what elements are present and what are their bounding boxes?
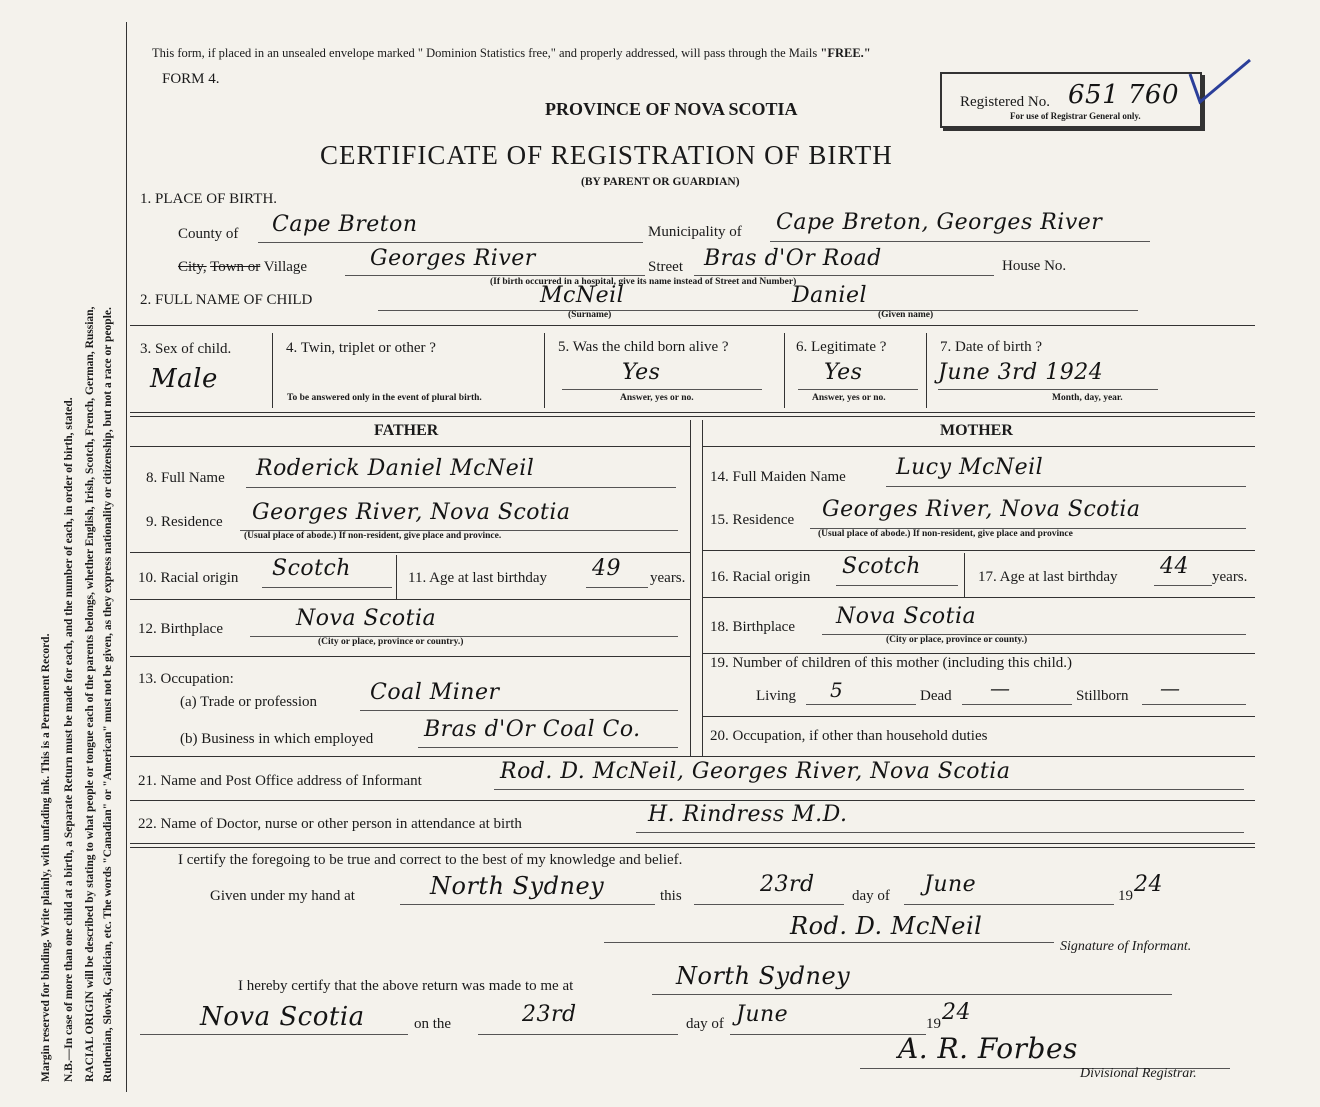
binding-margin bbox=[0, 0, 128, 1107]
return-made-label: I hereby certify that the above return was made to me at bbox=[238, 978, 574, 994]
return-province-value: Nova Scotia bbox=[200, 1002, 365, 1032]
born-alive-label: 5. Was the child born alive ? bbox=[558, 339, 729, 355]
mother-birthplace-label: 18. Birthplace bbox=[710, 619, 795, 635]
given-under-hand-label: Given under my hand at bbox=[210, 888, 355, 904]
check-mark-icon bbox=[1186, 56, 1256, 108]
father-name-label: 8. Full Name bbox=[146, 470, 225, 486]
street-label: Street bbox=[648, 259, 683, 275]
hospital-note: (If birth occurred in a hospital, give its name instead of Street and Number) bbox=[490, 277, 797, 287]
dead-label: Dead bbox=[920, 688, 952, 704]
date-of-birth-value: June 3rd 1924 bbox=[938, 360, 1104, 385]
municipality-value: Cape Breton, Georges River bbox=[776, 210, 1103, 235]
sex-value: Male bbox=[150, 364, 218, 394]
father-residence-value: Georges River, Nova Scotia bbox=[252, 500, 571, 525]
child-given-name: Daniel bbox=[792, 283, 868, 308]
county-value: Cape Breton bbox=[272, 212, 418, 237]
date-of-birth-label: 7. Date of birth ? bbox=[940, 339, 1043, 355]
mother-birthplace-value: Nova Scotia bbox=[836, 604, 977, 629]
return-year-value: 24 bbox=[942, 1000, 971, 1025]
living-value: 5 bbox=[830, 678, 844, 702]
father-birthplace-note: (City or place, province or country.) bbox=[318, 637, 464, 647]
registrar-signature: A. R. Forbes bbox=[898, 1032, 1078, 1065]
given-day-value: 23rd bbox=[760, 872, 815, 897]
return-day-of-label: day of bbox=[686, 1016, 724, 1032]
given-month-value: June bbox=[924, 872, 977, 897]
county-label: County of bbox=[178, 226, 239, 242]
registered-number-box bbox=[940, 72, 1202, 128]
dead-value: — bbox=[990, 676, 1011, 700]
twin-note: To be answered only in the event of plural birth. bbox=[287, 393, 482, 403]
mother-years-label: years. bbox=[1212, 569, 1248, 585]
mother-residence-value: Georges River, Nova Scotia bbox=[822, 497, 1141, 522]
registrar-note: For use of Registrar General only. bbox=[1010, 111, 1141, 121]
legitimate-label: 6. Legitimate ? bbox=[796, 339, 887, 355]
mother-residence-label: 15. Residence bbox=[710, 512, 795, 528]
return-place-value: North Sydney bbox=[676, 962, 851, 990]
mother-age-label: 17. Age at last birthday bbox=[978, 569, 1118, 585]
informant-label: 21. Name and Post Office address of Informant bbox=[138, 773, 422, 789]
city-town-village-label: City, Town or Village bbox=[178, 259, 308, 275]
father-business-value: Bras d'Or Coal Co. bbox=[424, 717, 641, 742]
margin-note-racial-origin: RACIAL ORIGIN will be described by stating to what people or tongue each of the parents belongs, whether English, Irish, Scotch, French, German, Russian, bbox=[84, 306, 96, 1082]
postal-note: This form, if placed in an unsealed envelope marked " Dominion Statistics free," and properly addressed, will pass through the Mails "FREE." bbox=[152, 46, 871, 60]
informant-value: Rod. D. McNeil, Georges River, Nova Scotia bbox=[500, 759, 1011, 784]
father-residence-note: (Usual place of abode.) If non-resident, give place and province. bbox=[244, 531, 502, 541]
certify-statement: I certify the foregoing to be true and correct to the best of my knowledge and belief. bbox=[178, 852, 683, 868]
father-trade-label: (a) Trade or profession bbox=[180, 694, 318, 710]
return-month-value: June bbox=[736, 1002, 789, 1027]
child-surname: McNeil bbox=[540, 283, 625, 308]
house-number-label: House No. bbox=[1002, 258, 1067, 274]
given-name-label: (Given name) bbox=[878, 310, 934, 320]
mother-children-label: 19. Number of children of this mother (including this child.) bbox=[710, 655, 1073, 671]
legitimate-note: Answer, yes or no. bbox=[812, 393, 886, 403]
father-birthplace-value: Nova Scotia bbox=[296, 606, 437, 631]
municipality-label: Municipality of bbox=[648, 224, 742, 240]
father-business-label: (b) Business in which employed bbox=[180, 731, 374, 747]
form-number: FORM 4. bbox=[162, 71, 220, 87]
stillborn-value: — bbox=[1160, 676, 1181, 700]
given-place-value: North Sydney bbox=[430, 872, 605, 900]
mother-birthplace-note: (City or place, province or county.) bbox=[886, 635, 1028, 645]
father-years-label: years. bbox=[650, 570, 686, 586]
mother-racial-origin-value: Scotch bbox=[842, 554, 921, 579]
doctor-label: 22. Name of Doctor, nurse or other person in attendance at birth bbox=[138, 816, 522, 832]
mother-heading: MOTHER bbox=[940, 422, 1013, 439]
margin-note-multiple-birth: N.B.—In case of more than one child at a birth, a Separate Return must be made for each, and the number of each, in order of birth, stated. bbox=[63, 397, 75, 1082]
day-of-label: day of bbox=[852, 888, 890, 904]
province-heading: PROVINCE OF NOVA SCOTIA bbox=[545, 99, 798, 119]
village-value: Georges River bbox=[370, 246, 536, 271]
date-of-birth-note: Month, day, year. bbox=[1052, 393, 1123, 403]
legitimate-value: Yes bbox=[824, 360, 863, 385]
father-heading: FATHER bbox=[374, 422, 439, 439]
page-subtitle: (BY PARENT OR GUARDIAN) bbox=[581, 176, 740, 188]
twin-label: 4. Twin, triplet or other ? bbox=[286, 340, 436, 356]
return-day-value: 23rd bbox=[522, 1002, 577, 1027]
father-racial-origin-label: 10. Racial origin bbox=[138, 570, 239, 586]
registered-label: Registered No. bbox=[960, 94, 1050, 110]
father-age-label: 11. Age at last birthday bbox=[408, 570, 547, 586]
mother-name-label: 14. Full Maiden Name bbox=[710, 469, 846, 485]
living-label: Living bbox=[756, 688, 796, 704]
surname-label: (Surname) bbox=[568, 310, 612, 320]
stillborn-label: Stillborn bbox=[1076, 688, 1129, 704]
mother-age-value: 44 bbox=[1160, 554, 1189, 579]
father-racial-origin-value: Scotch bbox=[272, 556, 351, 581]
sex-label: 3. Sex of child. bbox=[140, 341, 232, 357]
mother-occupation-label: 20. Occupation, if other than household duties bbox=[710, 728, 988, 744]
father-age-value: 49 bbox=[592, 556, 621, 581]
mother-racial-origin-label: 16. Racial origin bbox=[710, 569, 811, 585]
registered-number: 651 760 bbox=[1068, 80, 1180, 110]
doctor-value: H. Rindress M.D. bbox=[648, 802, 848, 827]
father-occupation-label: 13. Occupation: bbox=[138, 671, 234, 687]
given-year-prefix: 19 bbox=[1118, 888, 1133, 904]
margin-rule bbox=[126, 22, 127, 1092]
page-title: CERTIFICATE OF REGISTRATION OF BIRTH bbox=[320, 140, 893, 170]
street-value: Bras d'Or Road bbox=[704, 246, 882, 271]
child-name-label: 2. FULL NAME OF CHILD bbox=[140, 292, 313, 308]
margin-note-binding: Margin reserved for binding. Write plainly, with unfading ink. This is a Permanent Record. bbox=[40, 633, 52, 1082]
father-birthplace-label: 12. Birthplace bbox=[138, 621, 223, 637]
given-year-value: 24 bbox=[1134, 872, 1163, 897]
father-trade-value: Coal Miner bbox=[370, 680, 500, 705]
father-residence-label: 9. Residence bbox=[146, 514, 223, 530]
mother-residence-note: (Usual place of abode.) If non-resident, give place and province bbox=[818, 529, 1073, 539]
informant-signature: Rod. D. McNeil bbox=[790, 912, 983, 940]
place-of-birth-label: 1. PLACE OF BIRTH. bbox=[140, 191, 278, 207]
return-year-prefix: 19 bbox=[926, 1016, 941, 1032]
born-alive-value: Yes bbox=[622, 360, 661, 385]
born-alive-note: Answer, yes or no. bbox=[620, 393, 694, 403]
mother-name-value: Lucy McNeil bbox=[896, 455, 1044, 480]
on-the-label: on the bbox=[414, 1016, 452, 1032]
informant-signature-label: Signature of Informant. bbox=[1060, 939, 1192, 954]
divisional-registrar-label: Divisional Registrar. bbox=[1080, 1066, 1197, 1081]
father-name-value: Roderick Daniel McNeil bbox=[256, 456, 535, 481]
margin-note-racial-origin-cont: Ruthenian, Slovak, Galician, etc. The words "Canadian" or "American" must not be given, as they express nationality or citizenship, but not a race or people. bbox=[102, 307, 114, 1082]
this-label: this bbox=[660, 888, 682, 904]
